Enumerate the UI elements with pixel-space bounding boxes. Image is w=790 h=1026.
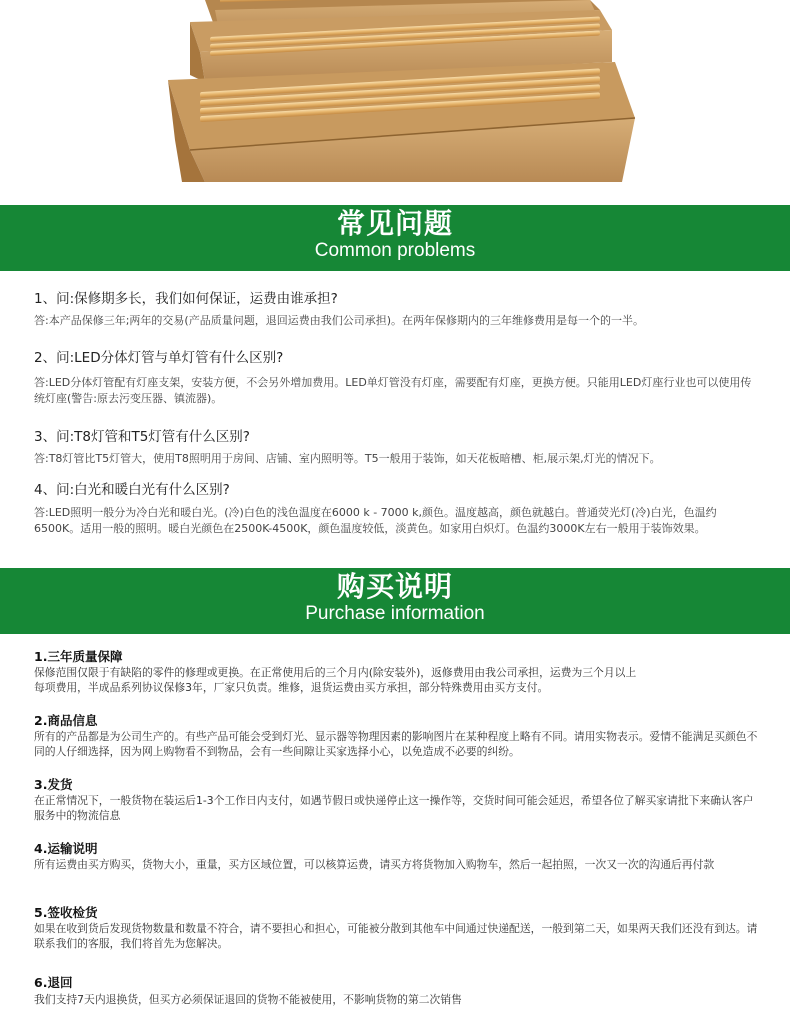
faq-answer-3: 答:T8灯管比T5灯管大，使用T8照明用于房间、店铺、室内照明等。T5一般用于装饰，如天花板暗槽、柜,展示架,灯光的情况下。	[34, 452, 661, 465]
faq-title-en: Common problems	[314, 240, 476, 261]
purchase-text-2: 所有的产品都是为公司生产的。有些产品可能会受到灯光、显示器等物理因素的影响图片在某种程度上略有不同。请用实物表示。爱情不能满足买颜色不同的人仔细选择，因为网上购物看不到物品，会有一些间隙让买家选择小心，以免造成不必要的纠纷。	[34, 730, 758, 758]
faq-answer-1: 答:本产品保修三年;两年的交易(产品质量问题，退回运费由我们公司承担)。在两年保修期内的三年维修费用是每一个的一半。	[34, 314, 644, 327]
purchase-text-1: 保修范围仅限于有缺陷的零件的修理或更换。在正常使用后的三个月内(除安装外)，返修费用由我公司承担，运费为三个月以上 每项费用，半成品系列协议保修3年，厂家只负责。维修，退货运费由买方承担，部分特殊费用由买方支付。	[34, 666, 637, 694]
purchase-text-4: 所有运费由买方购买，货物大小，重量，买方区域位置，可以核算运费，请买方将货物加入购物车，然后一起拍照，一次又一次的沟通后再付款	[34, 858, 715, 871]
purchase-heading-4: 4.运输说明	[34, 841, 98, 856]
faq-title-cn: 常见问题	[336, 207, 453, 240]
purchase-section-header	[0, 568, 790, 634]
faq-answer-2: 答:LED分体灯管配有灯座支架，安装方便，不会另外增加费用。LED单灯管没有灯座，需要配有灯座，更换方便。只能用LED灯座行业也可以使用传统灯座(警告:原去污变压器、镇流器)。	[34, 376, 752, 405]
purchase-heading-2: 2.商品信息	[34, 713, 98, 728]
faq-question-4: 4、问:白光和暖白光有什么区别?	[34, 482, 230, 498]
purchase-text-6: 我们支持7天内退换货，但买方必须保证退回的货物不能被使用，不影响货物的第二次销售	[34, 993, 462, 1006]
purchase-heading-6: 6.退回	[34, 975, 73, 990]
purchase-heading-5: 5.签收检货	[34, 905, 98, 920]
purchase-title-cn: 购买说明	[336, 570, 453, 603]
purchase-text-3: 在正常情况下，一般货物在装运后1-3个工作日内支付，如遇节假日或快递停止这一操作等，交货时间可能会延迟，希望各位了解买家请批下来确认客户服务中的物流信息	[34, 794, 754, 822]
faq-section-header	[0, 205, 790, 271]
faq-question-1: 1、问:保修期多长，我们如何保证，运费由谁承担?	[34, 291, 338, 307]
product-photo	[0, 0, 790, 190]
faq-answer-4: 答:LED照明一般分为冷白光和暖白光。(冷)白色的浅色温度在6000 k - 7000 k,颜色。温度越高，颜色就越白。普通荧光灯(冷)白光，色温约6500K。适用一般的照明。暖白光颜色在2500K-4500K，颜色温度较低，淡黄色。如家用白炽灯。色温约3000K左右一般用于装饰效果。	[34, 506, 717, 535]
faq-question-2: 2、问:LED分体灯管与单灯管有什么区别?	[34, 350, 284, 366]
purchase-heading-1: 1.三年质量保障	[34, 649, 123, 664]
purchase-text-5: 如果在收到货后发现货物数量和数量不符合，请不要担心和担心，可能被分散到其他车中间通过快递配送，一般到第二天，如果两天我们还没有到达。请联系我们的客服，我们将首先为您解决。	[34, 922, 758, 950]
purchase-title-en: Purchase information	[305, 603, 485, 624]
boxes-of-led-tubes-image	[0, 0, 790, 190]
purchase-heading-3: 3.发货	[34, 777, 73, 792]
faq-question-3: 3、问:T8灯管和T5灯管有什么区别?	[34, 429, 250, 445]
